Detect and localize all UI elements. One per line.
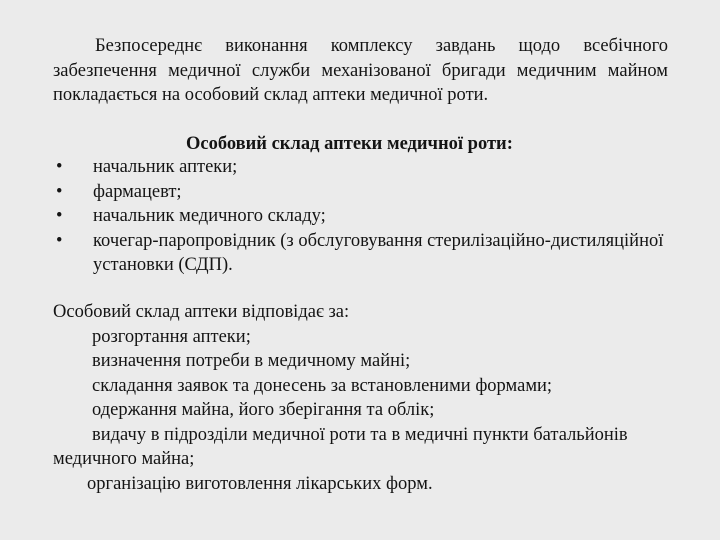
list-item: визначення потреби в медичному майні; <box>92 351 411 371</box>
bullet-icon: • <box>56 157 63 177</box>
staff-item-label: начальник медичного складу; <box>93 206 326 226</box>
list-item <box>53 180 673 205</box>
responsibilities-title: Особовий склад аптеки відповідає за: <box>53 302 350 322</box>
list-item <box>53 229 673 278</box>
list-item <box>53 204 673 229</box>
list-item: одержання майна, його зберігання та облік; <box>92 400 435 420</box>
list-item <box>53 155 673 180</box>
list-item: організацію виготовлення лікарських форм. <box>87 473 433 494</box>
intro-paragraph: Безпосереднє виконання комплексу завдань щодо всебічного забезпечення медичної служби механізованої бригади медичним майном покладається на особовий склад аптеки медичної роти. <box>53 36 668 105</box>
staff-heading: Особовий склад аптеки медичної роти: <box>186 134 513 154</box>
staff-item-label: кочегар-паропровідник (з обслуговування стерилізаційно-дистиляційної установки (СДП). <box>93 230 664 275</box>
responsibilities-list <box>53 325 673 497</box>
bullet-icon: • <box>56 181 63 202</box>
staff-item-label: фармацевт; <box>93 181 182 202</box>
list-item: видачу в підрозділи медичної роти та в медичні пункти батальйонів медичного майна; <box>53 424 628 469</box>
list-item: розгортання аптеки; <box>92 326 251 347</box>
list-item: складання заявок та донесень за встановленими формами; <box>92 375 553 396</box>
staff-item-label: начальник аптеки; <box>93 157 238 177</box>
bullet-icon: • <box>56 206 63 226</box>
bullet-icon: • <box>56 230 63 251</box>
staff-list <box>53 155 673 278</box>
